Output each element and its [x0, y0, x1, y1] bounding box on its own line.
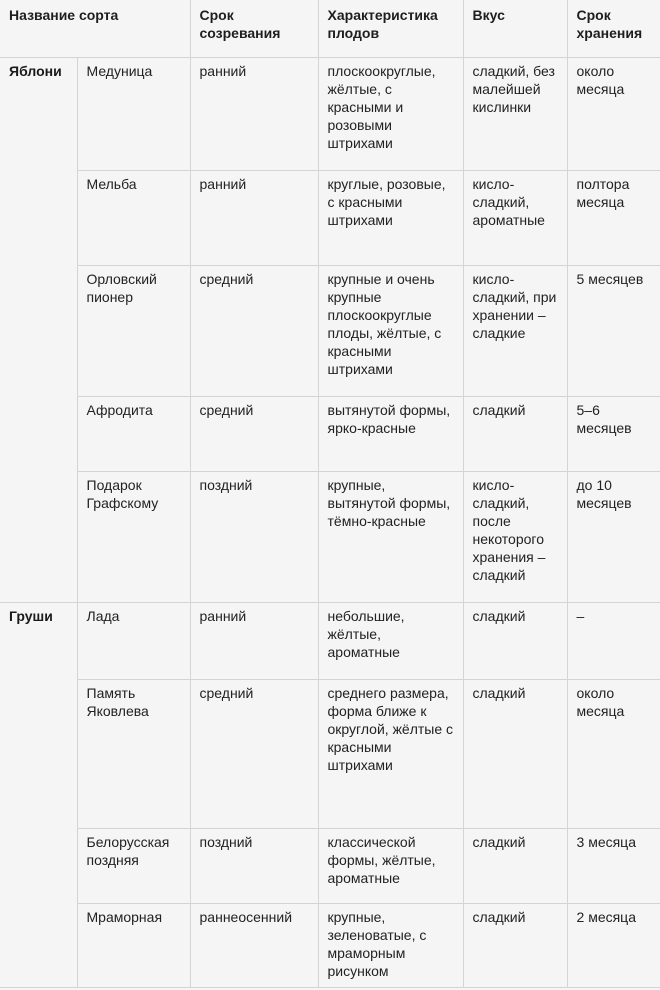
cell-storage: около месяца	[567, 680, 660, 829]
cell-taste: кисло-сладкий, ароматные	[463, 171, 567, 266]
cell-taste: сладкий	[463, 603, 567, 680]
cell-fruit: вытянутой формы, ярко-красные	[318, 397, 463, 472]
cell-fruit: крупные и очень крупные плоскоокруглые плоды, жёлтые, с красными штрихами	[318, 266, 463, 397]
cell-taste: сладкий	[463, 397, 567, 472]
header-fruit: Характеристика плодов	[318, 0, 463, 58]
group-apples: Яблони	[0, 58, 77, 603]
cell-fruit: классической формы, жёлтые, ароматные	[318, 829, 463, 904]
table-row	[0, 266, 660, 397]
cell-storage: 5–6 месяцев	[567, 397, 660, 472]
header-variety: Название сорта	[0, 0, 190, 58]
cell-storage: 5 месяцев	[567, 266, 660, 397]
cell-ripening: поздний	[190, 829, 318, 904]
cell-variety: Лада	[77, 603, 190, 680]
cell-fruit: крупные, зеленоватые, с мраморным рисунком	[318, 904, 463, 988]
table-row	[0, 58, 660, 171]
cell-storage: 3 месяца	[567, 829, 660, 904]
cell-taste: кисло-сладкий, после некоторого хранения – сладкий	[463, 472, 567, 603]
cell-ripening: средний	[190, 266, 318, 397]
cell-ripening: раннеосенний	[190, 904, 318, 988]
cell-storage: –	[567, 603, 660, 680]
cell-fruit: среднего размера, форма ближе к округлой, жёлтые с красными штрихами	[318, 680, 463, 829]
cell-fruit: круглые, розовые, с красными штрихами	[318, 171, 463, 266]
cell-variety: Афродита	[77, 397, 190, 472]
cell-storage: 2 месяца	[567, 904, 660, 988]
cell-ripening: поздний	[190, 472, 318, 603]
cell-taste: кисло-сладкий, при хранении – сладкие	[463, 266, 567, 397]
cell-ripening: ранний	[190, 603, 318, 680]
cell-taste: сладкий	[463, 904, 567, 988]
table-header-row	[0, 0, 660, 58]
cell-variety: Медуница	[77, 58, 190, 171]
table-row	[0, 171, 660, 266]
table-row	[0, 829, 660, 904]
cell-variety: Белорусская поздняя	[77, 829, 190, 904]
header-storage: Срок хранения	[567, 0, 660, 58]
cell-fruit: небольшие, жёлтые, ароматные	[318, 603, 463, 680]
table-row	[0, 397, 660, 472]
cell-variety: Память Яковлева	[77, 680, 190, 829]
cell-variety: Мельба	[77, 171, 190, 266]
header-taste: Вкус	[463, 0, 567, 58]
cell-ripening: ранний	[190, 171, 318, 266]
cell-ripening: средний	[190, 397, 318, 472]
cell-variety: Орловский пионер	[77, 266, 190, 397]
cell-fruit: плоскоокруглые, жёлтые, с красными и розовыми штрихами	[318, 58, 463, 171]
cell-storage: около месяца	[567, 58, 660, 171]
cell-taste: сладкий	[463, 829, 567, 904]
table-row	[0, 680, 660, 829]
group-pears: Груши	[0, 603, 77, 988]
cell-taste: сладкий	[463, 680, 567, 829]
table-row	[0, 904, 660, 988]
cell-fruit: крупные, вытянутой формы, тёмно-красные	[318, 472, 463, 603]
cell-ripening: ранний	[190, 58, 318, 171]
table-row	[0, 472, 660, 603]
cell-storage: полтора месяца	[567, 171, 660, 266]
cell-taste: сладкий, без малейшей кислинки	[463, 58, 567, 171]
cell-variety: Мраморная	[77, 904, 190, 988]
cell-storage: до 10 месяцев	[567, 472, 660, 603]
header-ripening: Срок созревания	[190, 0, 318, 58]
cell-ripening: средний	[190, 680, 318, 829]
cell-variety: Подарок Графскому	[77, 472, 190, 603]
table-row	[0, 603, 660, 680]
